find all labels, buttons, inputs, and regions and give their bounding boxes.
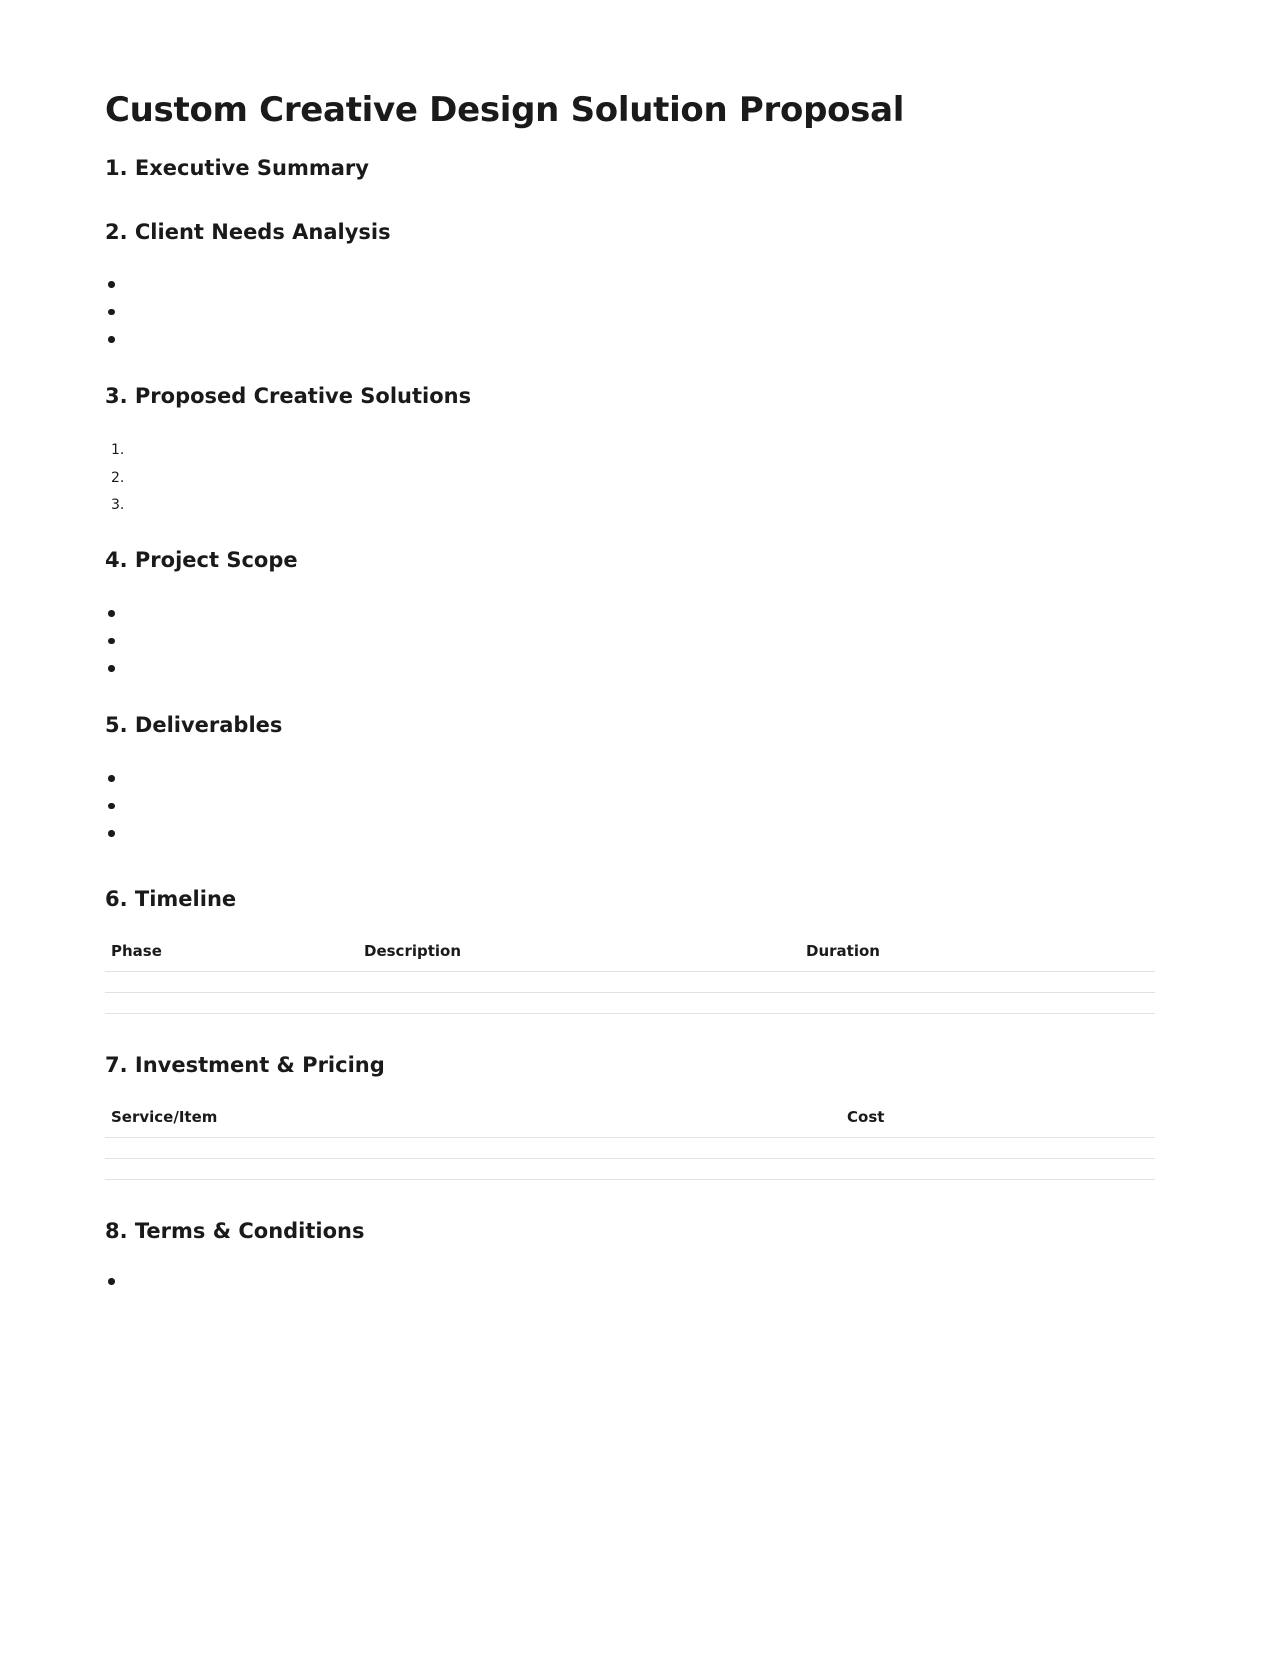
bullet-icon — [108, 638, 115, 645]
column-header-description: Description — [358, 931, 800, 972]
table-cell — [105, 993, 358, 1014]
table-row — [105, 1138, 1155, 1159]
list-number: 3. — [111, 497, 125, 513]
section-heading-pricing: 7. Investment & Pricing — [105, 1053, 385, 1077]
table-row — [105, 993, 1155, 1014]
table-header-row — [105, 931, 1155, 972]
bullet-icon — [108, 610, 115, 617]
bullet-icon — [108, 1278, 115, 1285]
bullet-icon — [108, 775, 115, 782]
section-heading-creative-solutions: 3. Proposed Creative Solutions — [105, 384, 472, 408]
column-header-duration: Duration — [800, 931, 1155, 972]
column-header-service: Service/Item — [105, 1097, 841, 1138]
column-header-cost: Cost — [841, 1097, 1155, 1138]
bullet-icon — [108, 803, 115, 810]
table-cell — [105, 1159, 841, 1180]
table-header-row — [105, 1097, 1155, 1138]
bullet-icon — [108, 281, 115, 288]
table-cell — [841, 1159, 1155, 1180]
bullet-icon — [108, 336, 115, 343]
section-heading-deliverables: 5. Deliverables — [105, 713, 283, 737]
section-heading-client-needs: 2. Client Needs Analysis — [105, 220, 391, 244]
bullet-icon — [108, 665, 115, 672]
section-heading-terms: 8. Terms & Conditions — [105, 1219, 365, 1243]
table-cell — [105, 972, 358, 993]
table-cell — [841, 1138, 1155, 1159]
timeline-table — [105, 931, 1155, 1014]
table-cell — [800, 972, 1155, 993]
table-cell — [358, 993, 800, 1014]
column-header-phase: Phase — [105, 931, 358, 972]
list-number: 1. — [111, 442, 125, 458]
section-heading-executive-summary: 1. Executive Summary — [105, 156, 369, 180]
table-cell — [800, 993, 1155, 1014]
table-cell — [105, 1138, 841, 1159]
table-cell — [358, 972, 800, 993]
section-heading-project-scope: 4. Project Scope — [105, 548, 298, 572]
table-row — [105, 972, 1155, 993]
bullet-icon — [108, 309, 115, 316]
table-row — [105, 1159, 1155, 1180]
document-title: Custom Creative Design Solution Proposal — [105, 90, 905, 130]
bullet-icon — [108, 830, 115, 837]
list-number: 2. — [111, 469, 125, 486]
pricing-table — [105, 1097, 1155, 1180]
section-heading-timeline: 6. Timeline — [105, 887, 237, 911]
